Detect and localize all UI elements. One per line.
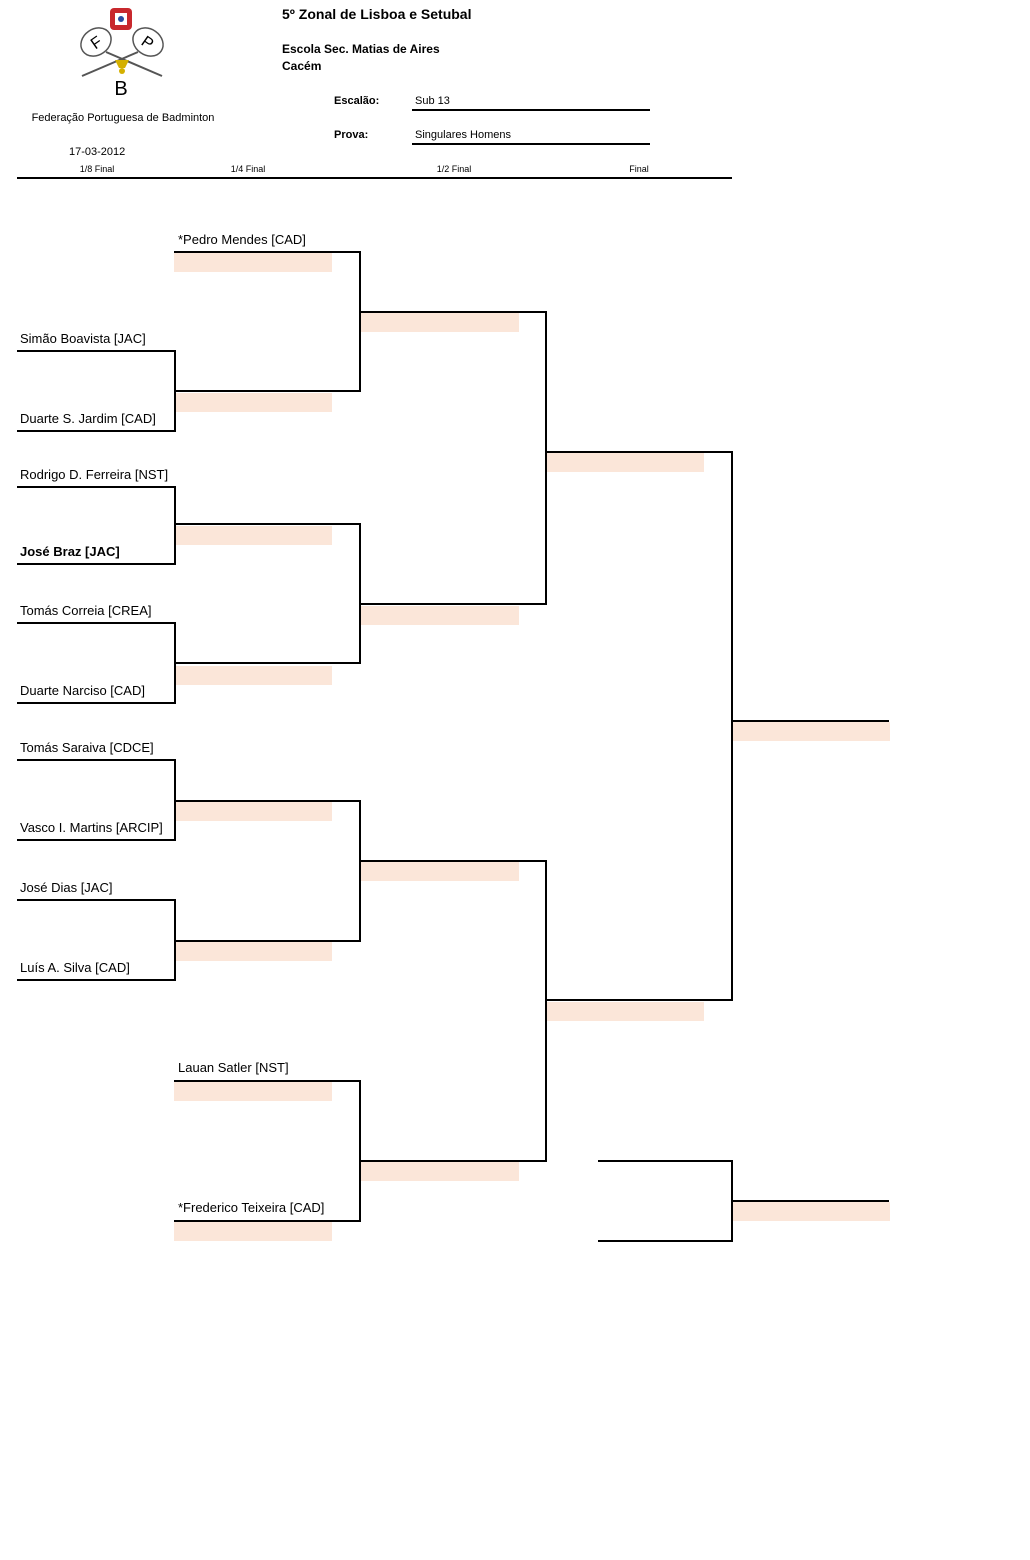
bracket-line — [359, 251, 361, 392]
winner-line — [731, 720, 889, 722]
result-cell[interactable] — [361, 606, 519, 625]
result-cell[interactable] — [174, 526, 332, 545]
bracket-line — [174, 1220, 361, 1222]
bracket-line — [359, 1080, 361, 1222]
logo-letter-b: B — [114, 78, 128, 100]
player-slot: *Frederico Teixeira [CAD] — [178, 1200, 325, 1215]
result-cell[interactable] — [174, 1222, 332, 1241]
winner-cell[interactable] — [732, 722, 890, 741]
result-cell[interactable] — [361, 862, 519, 881]
bracket-line — [545, 311, 547, 605]
third-place-cell[interactable] — [732, 1202, 890, 1221]
result-cell[interactable] — [546, 1002, 704, 1021]
bracket-line — [17, 899, 176, 901]
bracket-line — [174, 800, 361, 802]
bracket-line — [359, 800, 361, 942]
escalao-value: Sub 13 — [412, 93, 650, 111]
bracket-line — [359, 860, 547, 862]
bracket-line — [359, 1160, 547, 1162]
venue-line-1: Escola Sec. Matias de Aires — [282, 42, 440, 56]
result-cell[interactable] — [174, 1082, 332, 1101]
bracket-line — [545, 860, 547, 1162]
result-cell[interactable] — [361, 1162, 519, 1181]
bracket-line — [17, 430, 176, 432]
bracket-line — [174, 390, 361, 392]
bracket-line — [174, 940, 361, 942]
bracket-line — [17, 350, 176, 352]
bracket-line — [731, 451, 733, 1001]
escalao-label: Escalão: — [334, 95, 380, 107]
bracket-line — [598, 1160, 733, 1162]
bracket-line — [359, 523, 361, 664]
bracket-line — [598, 1240, 733, 1242]
prova-label: Prova: — [334, 129, 369, 141]
result-cell[interactable] — [174, 393, 332, 412]
bracket-line — [17, 622, 176, 624]
player-slot: Duarte Narciso [CAD] — [20, 683, 145, 698]
round-label-eighth: 1/8 Final — [79, 164, 115, 174]
player-slot: Rodrigo D. Ferreira [NST] — [20, 467, 169, 482]
bracket-line — [174, 523, 361, 525]
logo-letter-f: F — [87, 33, 106, 53]
bracket-line — [17, 702, 176, 704]
third-place-line — [731, 1200, 889, 1202]
venue-line-2: Cacém — [282, 59, 322, 73]
player-slot: *Pedro Mendes [CAD] — [178, 232, 306, 247]
player-slot: Tomás Correia [CREA] — [20, 603, 152, 618]
bracket-line — [174, 1080, 361, 1082]
round-label-semi: 1/2 Final — [436, 164, 472, 174]
player-slot: José Dias [JAC] — [20, 880, 113, 895]
result-cell[interactable] — [174, 802, 332, 821]
result-cell[interactable] — [174, 666, 332, 685]
result-cell[interactable] — [361, 313, 519, 332]
bracket-line — [174, 662, 361, 664]
bracket-line — [17, 979, 176, 981]
tournament-title: 5º Zonal de Lisboa e Setubal — [282, 6, 472, 22]
round-label-final: Final — [629, 164, 649, 174]
bracket-line — [17, 486, 176, 488]
bracket-line — [545, 999, 733, 1001]
bracket-line — [174, 251, 361, 253]
player-slot: José Braz [JAC] — [20, 544, 120, 559]
shuttlecock-icon — [115, 60, 129, 68]
bracket-line — [174, 486, 176, 565]
player-slot: Lauan Satler [NST] — [178, 1060, 289, 1075]
federation-logo — [70, 4, 174, 100]
result-cell[interactable] — [174, 253, 332, 272]
player-slot: Vasco I. Martins [ARCIP] — [20, 820, 163, 835]
bracket-line — [359, 603, 547, 605]
player-slot: Simão Boavista [JAC] — [20, 331, 146, 346]
player-slot: Luís A. Silva [CAD] — [20, 960, 130, 975]
header-rule — [17, 177, 732, 179]
player-slot: Tomás Saraiva [CDCE] — [20, 740, 154, 755]
bracket-line — [17, 563, 176, 565]
round-label-quarter: 1/4 Final — [230, 164, 266, 174]
logo-letter-p: P — [137, 33, 157, 54]
bracket-line — [359, 311, 547, 313]
result-cell[interactable] — [174, 942, 332, 961]
bracket-line — [17, 759, 176, 761]
bracket-line — [17, 839, 176, 841]
bracket-line — [545, 451, 733, 453]
federation-name: Federação Portuguesa de Badminton — [31, 112, 215, 124]
player-slot: Duarte S. Jardim [CAD] — [20, 411, 156, 426]
prova-value: Singulares Homens — [412, 127, 650, 145]
result-cell[interactable] — [546, 453, 704, 472]
event-date: 17-03-2012 — [69, 146, 126, 158]
